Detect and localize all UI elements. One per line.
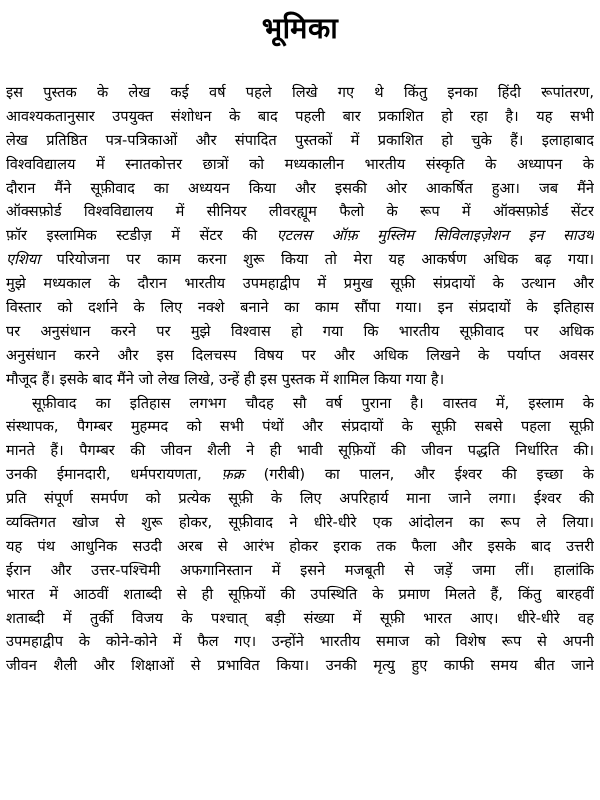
text-line: [6, 224, 594, 248]
text-line: सूफ़ीवाद का इतिहास लगभग चौदह सौ वर्ष पुराना है। वास्तव में, इस्लाम के: [32, 394, 594, 412]
text-segment: उनकी ईमानदारी, धर्मपरायणता,: [6, 466, 222, 484]
page-title: भूमिका: [261, 11, 339, 45]
text-segment: फ़ॉर इस्लामिक स्टडीज़ में सेंटर की: [6, 227, 277, 245]
paragraph-1: [6, 81, 594, 392]
text-line: आवश्यकतानुसार उपयुक्त संशोधन के बाद पहली बार प्रकाशित हो रहा है। यह सभी: [6, 107, 594, 125]
text-line: भारत में आठवीं शताब्दी से ही सूफ़ियों की उपस्थिति के प्रमाण मिलते हैं, किंतु बारहवीं: [6, 585, 594, 603]
text-line: विश्वविद्यालय में स्नातकोत्तर छात्रों को मध्यकालीन भारतीय संस्कृति के अध्यापन के: [6, 155, 594, 173]
paragraph-2: [6, 392, 594, 679]
text-line: [6, 463, 594, 487]
text-line: लेख प्रतिष्ठित पत्र-पत्रिकाओं और संपादित पुस्तकों में प्रकाशित हो चुके हैं। इलाहाबाद: [6, 131, 594, 149]
text-line: दौरान मैंने सूफ़ीवाद का अध्ययन किया और इसकी ओर आकर्षित हुआ। जब मैंने: [6, 179, 594, 197]
text-line: [6, 248, 594, 272]
text-line: व्यक्तिगत खोज से शुरू होकर, सूफ़ीवाद ने धीरे-धीरे एक आंदोलन का रूप ले लिया।: [6, 514, 594, 532]
text-line: मानते हैं। पैगम्बर की जीवन शैली ने ही भावी सूफ़ियों की जीवन पद्धति निर्धारित की।: [6, 442, 594, 460]
text-line: मुझे मध्यकाल के दौरान भारतीय उपमहाद्वीप में प्रमुख सूफ़ी संप्रदायों के उत्थान और: [6, 275, 594, 293]
text-line: शताब्दी में तुर्की विजय के पश्चात् बड़ी संख्या में सूफ़ी भारत आए। धीरे-धीरे वह: [6, 609, 594, 627]
italic-title-text: एशिया: [6, 251, 41, 269]
text-line: इस पुस्तक के लेख कई वर्ष पहले लिखे गए थे किंतु इनका हिंदी रूपांतरण,: [6, 84, 594, 101]
text-line: पर अनुसंधान करने पर मुझे विश्वास हो गया कि भारतीय सूफ़ीवाद पर अधिक: [6, 322, 594, 340]
text-segment: परियोजना पर काम करना शुरू किया तो मेरा यह आकर्षण अधिक बढ़ गया।: [40, 251, 594, 269]
text-line: प्रति संपूर्ण समर्पण को प्रत्येक सूफ़ी के लिए अपरिहार्य माना जाने लगा। ईश्वर की: [6, 490, 594, 508]
text-line: उपमहाद्वीप के कोने-कोने में फैल गए। उन्होंने भारतीय समाज को विशेष रूप से अपनी: [6, 633, 594, 651]
text-line: अनुसंधान करने और इस दिलचस्प विषय पर और अधिक लिखने के पर्याप्त अवसर: [6, 346, 594, 364]
text-line: ईरान और उत्तर-पश्चिमी अफगानिस्तान में इसने मजबूती से जड़ें जमा लीं। हालांकि: [6, 561, 594, 579]
text-line: मौजूद हैं। इसके बाद मैंने जो लेख लिखे, उन्हें ही इस पुस्तक में शामिल किया गया है।: [6, 370, 445, 388]
text-line: जीवन शैली और शिक्षाओं से प्रभावित किया। उनकी मृत्यु हुए काफी समय बीत जाने: [6, 657, 594, 675]
text-line: ऑक्सफ़ोर्ड विश्वविद्यालय में सीनियर लीवरह्यूम फैलो के रूप में ऑक्सफ़ोर्ड सेंटर: [6, 203, 594, 221]
text-line: संस्थापक, पैगम्बर मुहम्मद को सभी पंथों और संप्रदायों के सूफ़ी सबसे पहला सूफ़ी: [6, 418, 594, 436]
italic-term-text: फ़क्र: [221, 466, 244, 484]
text-line: विस्तार को दर्शाने के लिए नक्शे बनाने का काम सौंपा गया। इन संप्रदायों के इतिहास: [6, 299, 594, 317]
italic-title-text: एटलस ऑफ़ मुस्लिम सिविलाइज़ेशन इन साउथ: [276, 227, 594, 245]
text-segment: (गरीबी) का पालन, और ईश्वर की इच्छा के: [243, 466, 594, 484]
text-line: यह पंथ आधुनिक सउदी अरब से आरंभ होकर इराक तक फैला और इसके बाद उत्तरी: [6, 537, 594, 555]
